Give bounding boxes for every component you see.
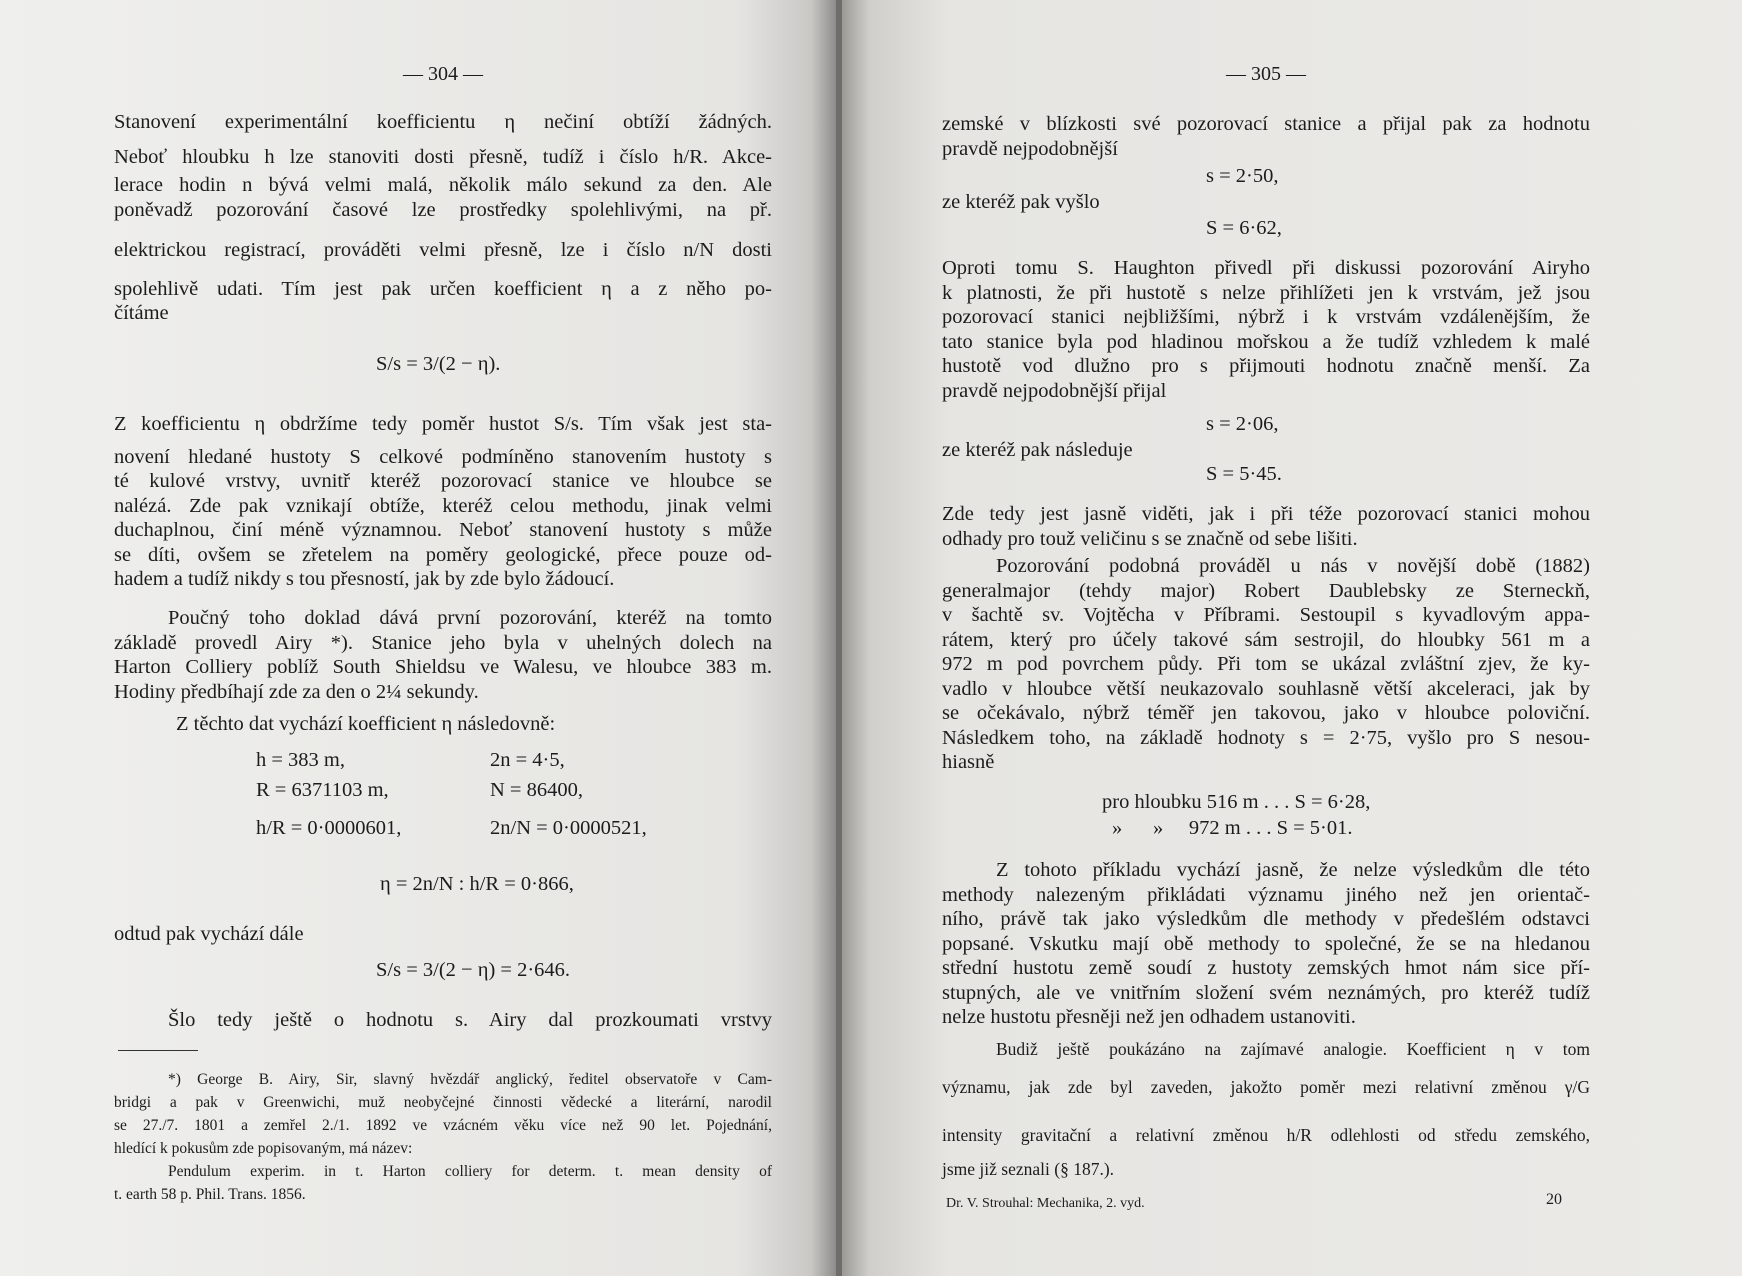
book-signature: Dr. V. Strouhal: Mechanika, 2. vyd. [946, 1196, 1145, 1211]
sheet-number: 20 [1546, 1191, 1562, 1208]
text-line: popsané. Vskutku mají obě methody to společné, že se na hledanou [942, 932, 1590, 955]
right-paragraph-7 [942, 858, 1590, 1030]
text-line: k platnosti, že při hustotě s nelze přihlížeti jen k vrstvám, jež jsou [942, 281, 1590, 304]
text-line: pravdě nejpodobnější přijal [942, 379, 1167, 402]
text-line: intensity gravitační a relativní změnou h/R odlehlosti od středu zemského, [942, 1125, 1590, 1145]
text-line: té kulové vrstvy, uvnitř kteréž pozorovací stanice ve hloubce se [114, 470, 772, 492]
text-line: poněvadž pozorování časové lze prostředky spolehlivými, na př. [114, 198, 772, 221]
footnote-line: t. earth 58 p. Phil. Trans. 1856. [114, 1186, 306, 1203]
footnote-line: bridgi a pak v Greenwichi, muž neobyčejné činnosti vědecké a literární, narodil [114, 1094, 772, 1111]
text-line: lerace hodin n bývá velmi malá, několik málo sekund za den. Ale [114, 174, 772, 196]
text-line: vadlo v hloubce větší neukazovalo souhlasně větší akceleraci, jak by [942, 677, 1590, 700]
text-line: Zde tedy jest jasně viděti, jak i při téže pozorovací stanici mohou [942, 503, 1590, 525]
text-line: rátem, který pro účely takové sám sestrojil, do hloubky 561 m a [942, 628, 1590, 651]
right-paragraph-3 [942, 256, 1590, 403]
text-line: odhady pro touž veličinu s se značně od sebe lišiti. [942, 527, 1358, 550]
right-page [842, 0, 1742, 1276]
footnote-line: *) George B. Airy, Sir, slavný hvězdář anglický, ředitel observatoře v Cam- [168, 1071, 772, 1088]
text-line: se díti, ovšem se zřetelem na poměry geologické, přece pouze od- [114, 543, 772, 566]
text-line: se očekávalo, nýbrž téměř jen takovou, jako v hloubce poloviční. [942, 702, 1590, 724]
right-paragraph-2: ze kteréž pak vyšlo [942, 191, 1100, 213]
text-line: jsme již seznali (§ 187.). [942, 1159, 1115, 1179]
right-paragraph-5 [942, 502, 1590, 551]
text-line: hustotě vod dlužno pro s přijmouti hodnotu značně menší. Za [942, 355, 1590, 377]
text-line: základě provedl Airy *). Stanice jeho byla v uhelných dolech na [114, 631, 772, 654]
equation-s-1: s = 2·50, [1206, 165, 1279, 187]
text-line: čítáme [114, 302, 169, 324]
left-page [0, 0, 836, 1276]
text-line: Budiž ještě poukázáno na zajímavé analogie. Koefficient η v tom [996, 1039, 1590, 1059]
text-line: Harton Colliery poblíž South Shieldsu ve Walesu, ve hloubce 383 m. [114, 656, 772, 678]
text-line: Z koefficientu η obdržíme tedy poměr hustot S/s. Tím však jest sta- [114, 413, 772, 435]
text-line: methody nalezeným přikládati významu jiného než jen orientač- [942, 883, 1590, 906]
equation-density-ratio: S/s = 3/(2 − η). [376, 353, 501, 375]
book-gutter [836, 0, 842, 1276]
left-paragraph-5: odtud pak vychází dále [114, 923, 304, 945]
left-paragraph-3 [114, 606, 772, 704]
footnote-line: Pendulum experim. in t. Harton colliery for determ. t. mean density of [168, 1163, 772, 1180]
equation-S-1: S = 6·62, [1206, 217, 1282, 239]
right-paragraph-8 [942, 1038, 1590, 1180]
left-paragraph-6 [114, 1008, 772, 1033]
text-line: Šlo tedy ještě o hodnotu s. Airy dal prozkoumati vrstvy [168, 1009, 772, 1031]
data-row-b: 2n = 4·5, [490, 749, 565, 771]
text-line: spolehlivě udati. Tím jest pak určen koefficient η a z něho po- [114, 277, 772, 300]
text-line: 972 m pod povrchem půdy. Při tom se ukázal zvláštní zjev, že ky- [942, 653, 1590, 675]
text-line: nalézá. Zde pak vznikají obtíže, kteréž celou methodu, jinak velmi [114, 494, 772, 517]
page-number-305: — 305 — [1226, 63, 1306, 85]
left-paragraph-1 [114, 110, 772, 326]
text-line: významu, jak zde byl zaveden, jakožto poměr mezi relativní změnou γ/G [942, 1077, 1590, 1097]
text-line: hadem a tudíž nikdy s tou přesností, jak by zde bylo žádoucí. [114, 568, 615, 590]
text-line: duchaplnou, činí méně významnou. Neboť stanovení hustoty s může [114, 519, 772, 541]
text-line: Pozorování podobná prováděl u nás v novější době (1882) [996, 555, 1590, 577]
text-line: Oproti tomu S. Haughton přivedl při diskussi pozorování Airyho [942, 257, 1590, 279]
text-line: zemské v blízkosti své pozorovací stanice a přijal pak za hodnotu [942, 113, 1590, 135]
text-line: Poučný toho doklad dává první pozorování, kteréž na tomto [168, 607, 772, 629]
text-line: generalmajor (tehdy major) Robert Daublebsky ze Sterneckň, [942, 579, 1590, 602]
text-line: pravdě nejpodobnější [942, 137, 1118, 160]
text-line: Z tohoto příkladu vychází jasně, že nelze výsledkům dle této [996, 859, 1590, 881]
text-line: tato stanice byla pod hladinou mořskou a že tudíž vzhledem k malé [942, 330, 1590, 353]
equation-density-result: S/s = 3/(2 − η) = 2·646. [376, 959, 571, 981]
text-line: elektrickou registrací, prováděti velmi přesně, lze i číslo n/N dosti [114, 239, 772, 261]
text-line: pozorovací stanici nejbližšími, nýbrž i k vrstvám vzdálenějším, že [942, 306, 1590, 328]
equation-S-2: S = 5·45. [1206, 463, 1282, 485]
text-line: ního, právě tak jako výsledkům dle methody v předešlém odstavci [942, 908, 1590, 930]
text-line: střední hustotu země soudí z hustoty zemských hmot nám sice pří- [942, 957, 1590, 979]
footnote [114, 1068, 772, 1206]
data-row-a: h/R = 0·0000601, [256, 817, 402, 839]
data-row-a: h = 383 m, [256, 749, 346, 771]
footnote-line: se 27./7. 1801 a zemřel 2./1. 1892 ve vzácném věku více než 90 let. Pojednání, [114, 1117, 772, 1134]
text-line: Následkem toho, na základě hodnoty s = 2·75, vyšlo pro S nesou- [942, 726, 1590, 749]
data-row-b: 2n/N = 0·0000521, [490, 817, 647, 839]
text-line: v šachtě sv. Vojtěcha v Příbrami. Sestoupil s kyvadlovým appa- [942, 604, 1590, 626]
left-paragraph-4: Z těchto dat vychází koefficient η následovně: [176, 713, 556, 735]
right-paragraph-1 [942, 112, 1590, 161]
equation-eta: η = 2n/N : h/R = 0·866, [380, 873, 574, 895]
text-line: Stanovení experimentální koefficientu η nečiní obtíží žádných. [114, 111, 772, 133]
right-paragraph-4: ze kteréž pak následuje [942, 439, 1133, 461]
depth-row-516: pro hloubku 516 m . . . S = 6·28, [1102, 791, 1371, 813]
text-line: nelze hustotu přesněji než jen odhadem ustanoviti. [942, 1006, 1356, 1028]
text-line: Hodiny předbíhají zde za den o 2¼ sekundy. [114, 680, 479, 703]
text-line: Neboť hloubku h lze stanoviti dosti přesně, tudíž i číslo h/R. Akce- [114, 145, 772, 168]
text-line: stupných, ale ve vnitřním složení svém neznámých, pro kteréž tudíž [942, 981, 1590, 1004]
data-row-b: N = 86400, [490, 779, 583, 801]
right-paragraph-6 [942, 554, 1590, 775]
text-line: novení hledané hustoty S celkové podmíněno stanovením hustoty s [114, 445, 772, 468]
equation-s-2: s = 2·06, [1206, 413, 1279, 435]
text-line: hiasně [942, 751, 995, 773]
left-paragraph-2 [114, 412, 772, 592]
page-number-304: — 304 — [403, 63, 483, 85]
footnote-line: hledící k pokusům zde popisovaným, má název: [114, 1140, 413, 1157]
depth-row-972: » » 972 m . . . S = 5·01. [1112, 817, 1353, 839]
footnote-rule [118, 1050, 198, 1051]
data-row-a: R = 6371103 m, [256, 779, 389, 801]
